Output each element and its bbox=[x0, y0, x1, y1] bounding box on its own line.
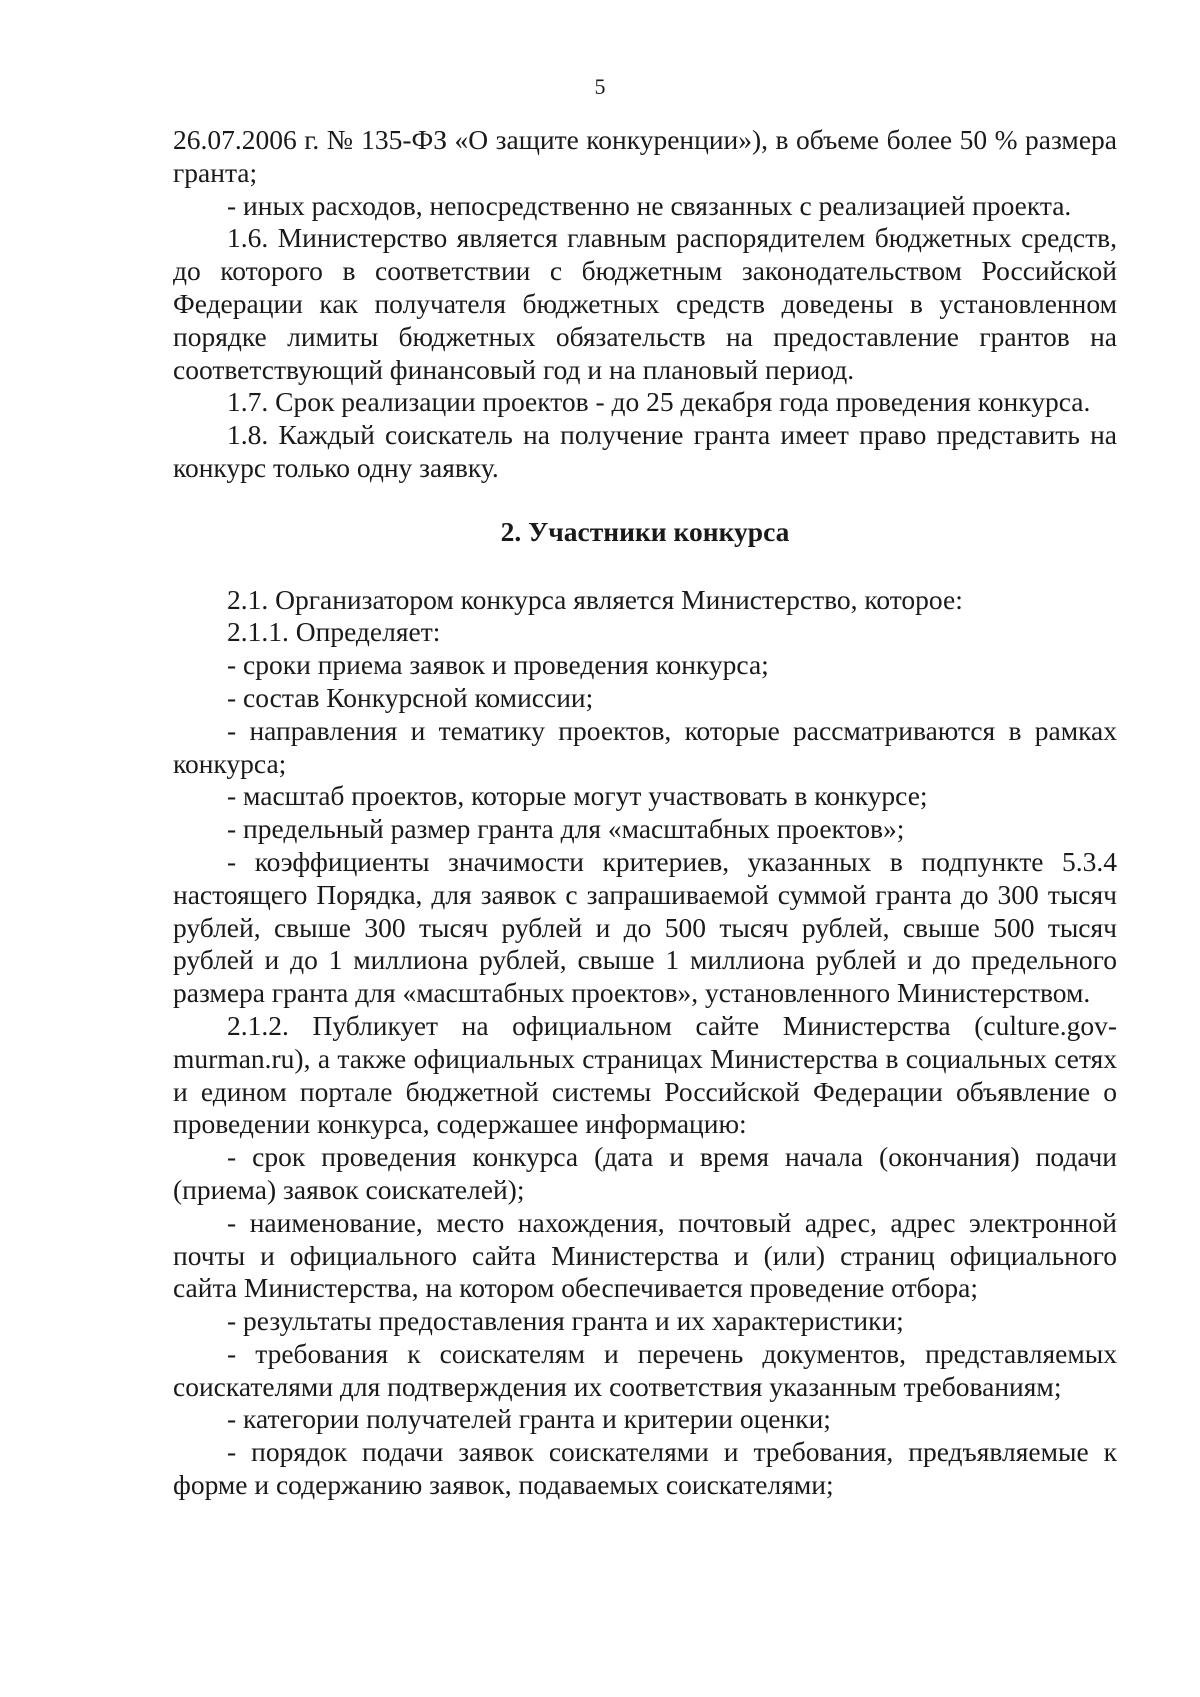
paragraph: - коэффициенты значимости критериев, указанных в подпункте 5.3.4 настоящего Порядка, для заявок с запрашиваемой суммой гранта до 300 тысяч рублей, свыше 300 тысяч рублей и до 500 тысяч рублей, свыше 500 тысяч рублей и до 1 миллиона рублей, свыше 1 миллиона рублей и до предельного размера гранта для «масштабных проектов», установленного Министерством. bbox=[173, 845, 1117, 1009]
paragraph: 1.8. Каждый соискатель на получение гранта имеет право представить на конкурс только одну заявку. bbox=[173, 419, 1117, 483]
paragraph: - наименование, место нахождения, почтовый адрес, адрес электронной почты и официального сайта Министерства и (или) страниц официального сайта Министерства, на котором обеспечивается проведение отбора; bbox=[173, 1206, 1117, 1304]
paragraph: - иных расходов, непосредственно не связанных с реализацией проекта. bbox=[227, 189, 1072, 221]
paragraph: - направления и тематику проектов, которые рассматриваются в рамках конкурса; bbox=[173, 714, 1117, 779]
paragraph: - предельный размер гранта для «масштабных проектов»; bbox=[227, 813, 905, 845]
paragraph: - результаты предоставления гранта и их характеристики; bbox=[227, 1305, 904, 1337]
paragraph: 2.1. Организатором конкурса является Министерство, которое: bbox=[227, 583, 963, 615]
paragraph: - масштаб проектов, которые могут участвовать в конкурсе; bbox=[227, 780, 928, 812]
paragraph: - срок проведения конкурса (дата и время начала (окончания) подачи (приема) заявок соискателей); bbox=[173, 1141, 1117, 1205]
paragraph: 1.6. Министерство является главным распорядителем бюджетных средств, до которого в соответствии с бюджетным законодательством Российской Федерации как получателя бюджетных средств доведены в установленном порядке лимиты бюджетных обязательств на предоставление грантов на соответствующий финансовый год и на плановый период. bbox=[173, 222, 1117, 385]
paragraph: - сроки приема заявок и проведения конкурса; bbox=[227, 649, 769, 681]
paragraph: - требования к соискателям и перечень документов, представляемых соискателями для подтверждения их соответствия указанным требованиям; bbox=[173, 1337, 1117, 1402]
paragraph: - категории получателей гранта и критерии оценки; bbox=[227, 1403, 831, 1435]
section-heading: 2. Участники конкурса bbox=[500, 515, 790, 547]
paragraph: 26.07.2006 г. № 135-ФЗ «О защите конкуренции»), в объеме более 50 % размера гранта; bbox=[173, 124, 1117, 188]
paragraph: 2.1.2. Публикует на официальном сайте Министерства (culture.gov-murman.ru), а также официальных страницах Министерства в социальных сетях и едином портале бюджетной системы Российской Федерации объявление о проведении конкурса, содержашее информацию: bbox=[173, 1009, 1117, 1140]
paragraph: - состав Конкурсной комиссии; bbox=[227, 681, 594, 713]
paragraph: - порядок подачи заявок соискателями и требования, предъявляемые к форме и содержанию заявок, подаваемых соискателями; bbox=[173, 1436, 1117, 1501]
page-number: 5 bbox=[594, 74, 606, 99]
section-2-body bbox=[173, 584, 1117, 1502]
document-body bbox=[173, 124, 1117, 1502]
paragraph: 2.1.1. Определяет: bbox=[227, 616, 441, 648]
section-1-continuation bbox=[173, 124, 1117, 485]
paragraph: 1.7. Срок реализации проектов - до 25 декабря года проведения конкурса. bbox=[227, 386, 1091, 418]
